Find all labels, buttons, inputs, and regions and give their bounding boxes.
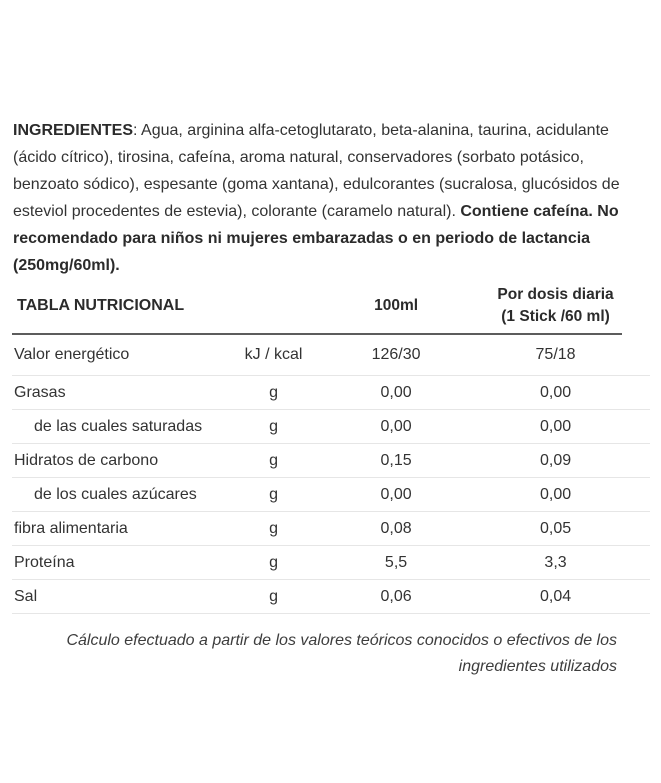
- ingredients-body-text: Agua, arginina alfa-cetoglutarato, beta-alanina, taurina, acidulante (ácido cítrico), tirosina, cafeína, aroma natural, conservadores (sorbato potásico, benzoato sódico), espesante (goma xantana), edulcorantes (sucralosa, glucósidos de esteviol procedentes de estevia), colorante (caramelo natural).: [13, 122, 620, 220]
- row-unit: g: [269, 451, 279, 469]
- table-row-energy: [12, 335, 650, 376]
- row-value-100ml: 0,08: [380, 519, 412, 537]
- column-header-dose-line2: (1 Stick /60 ml): [501, 307, 610, 325]
- calculation-footnote: [60, 628, 617, 680]
- footnote-line2: ingredientes utilizados: [458, 658, 617, 675]
- row-value-dose: 0,00: [539, 417, 572, 435]
- column-header-100ml: 100ml: [374, 296, 419, 314]
- table-header-row: [12, 282, 650, 329]
- row-value-dose: 0,09: [539, 451, 572, 469]
- ingredients-paragraph: [0, 0, 661, 279]
- table-row-protein: [12, 546, 650, 580]
- row-label: Valor energético: [14, 346, 130, 363]
- row-unit: g: [269, 417, 279, 435]
- row-label: Hidratos de carbono: [14, 451, 159, 469]
- footnote-line1: Cálculo efectuado a partir de los valores teóricos conocidos o efectivos de los: [66, 632, 617, 649]
- table-row-fat: [12, 376, 650, 410]
- row-value-100ml: 0,00: [380, 485, 412, 503]
- table-row-sugars: [12, 478, 650, 512]
- ingredients-label: INGREDIENTES: [13, 122, 134, 139]
- row-unit: g: [269, 587, 279, 605]
- row-value-dose: 3,3: [544, 553, 567, 571]
- row-value-dose: 0,00: [539, 485, 572, 503]
- row-unit: g: [269, 485, 279, 503]
- row-value-dose: 0,05: [539, 519, 572, 537]
- row-value-dose: 0,04: [539, 587, 572, 605]
- row-value-100ml: 126/30: [371, 346, 421, 363]
- column-header-dose-line1: Por dosis diaria: [497, 285, 614, 303]
- row-label: de los cuales azúcares: [34, 485, 197, 503]
- row-value-100ml: 0,06: [380, 587, 412, 605]
- table-row-saturated-fat: [12, 410, 650, 444]
- caffeine-warning-text: Contiene cafeína. No recomendado para niños ni mujeres embarazadas o en periodo de lactancia (250mg/60ml).: [13, 203, 619, 274]
- row-value-dose: 75/18: [535, 346, 576, 363]
- table-row-carbohydrates: [12, 444, 650, 478]
- row-label: fibra alimentaria: [14, 519, 128, 537]
- row-label: Sal: [14, 587, 38, 605]
- row-unit: g: [269, 553, 279, 571]
- column-header-dose: [461, 284, 650, 328]
- row-label: de las cuales saturadas: [34, 417, 203, 435]
- table-title: TABLA NUTRICIONAL: [17, 296, 185, 314]
- row-value-100ml: 0,00: [380, 383, 412, 401]
- row-unit: g: [269, 383, 279, 401]
- table-row-fiber: [12, 512, 650, 546]
- row-unit: kJ / kcal: [244, 346, 303, 363]
- table-row-salt: [12, 580, 650, 614]
- ingredients-separator: :: [133, 122, 142, 139]
- row-label: Proteína: [14, 553, 75, 571]
- row-label: Grasas: [14, 383, 66, 401]
- row-value-100ml: 0,00: [380, 417, 412, 435]
- row-value-100ml: 5,5: [384, 553, 408, 571]
- row-value-dose: 0,00: [539, 383, 572, 401]
- row-unit: g: [269, 519, 279, 537]
- row-value-100ml: 0,15: [380, 451, 412, 469]
- nutrition-table: [12, 282, 650, 614]
